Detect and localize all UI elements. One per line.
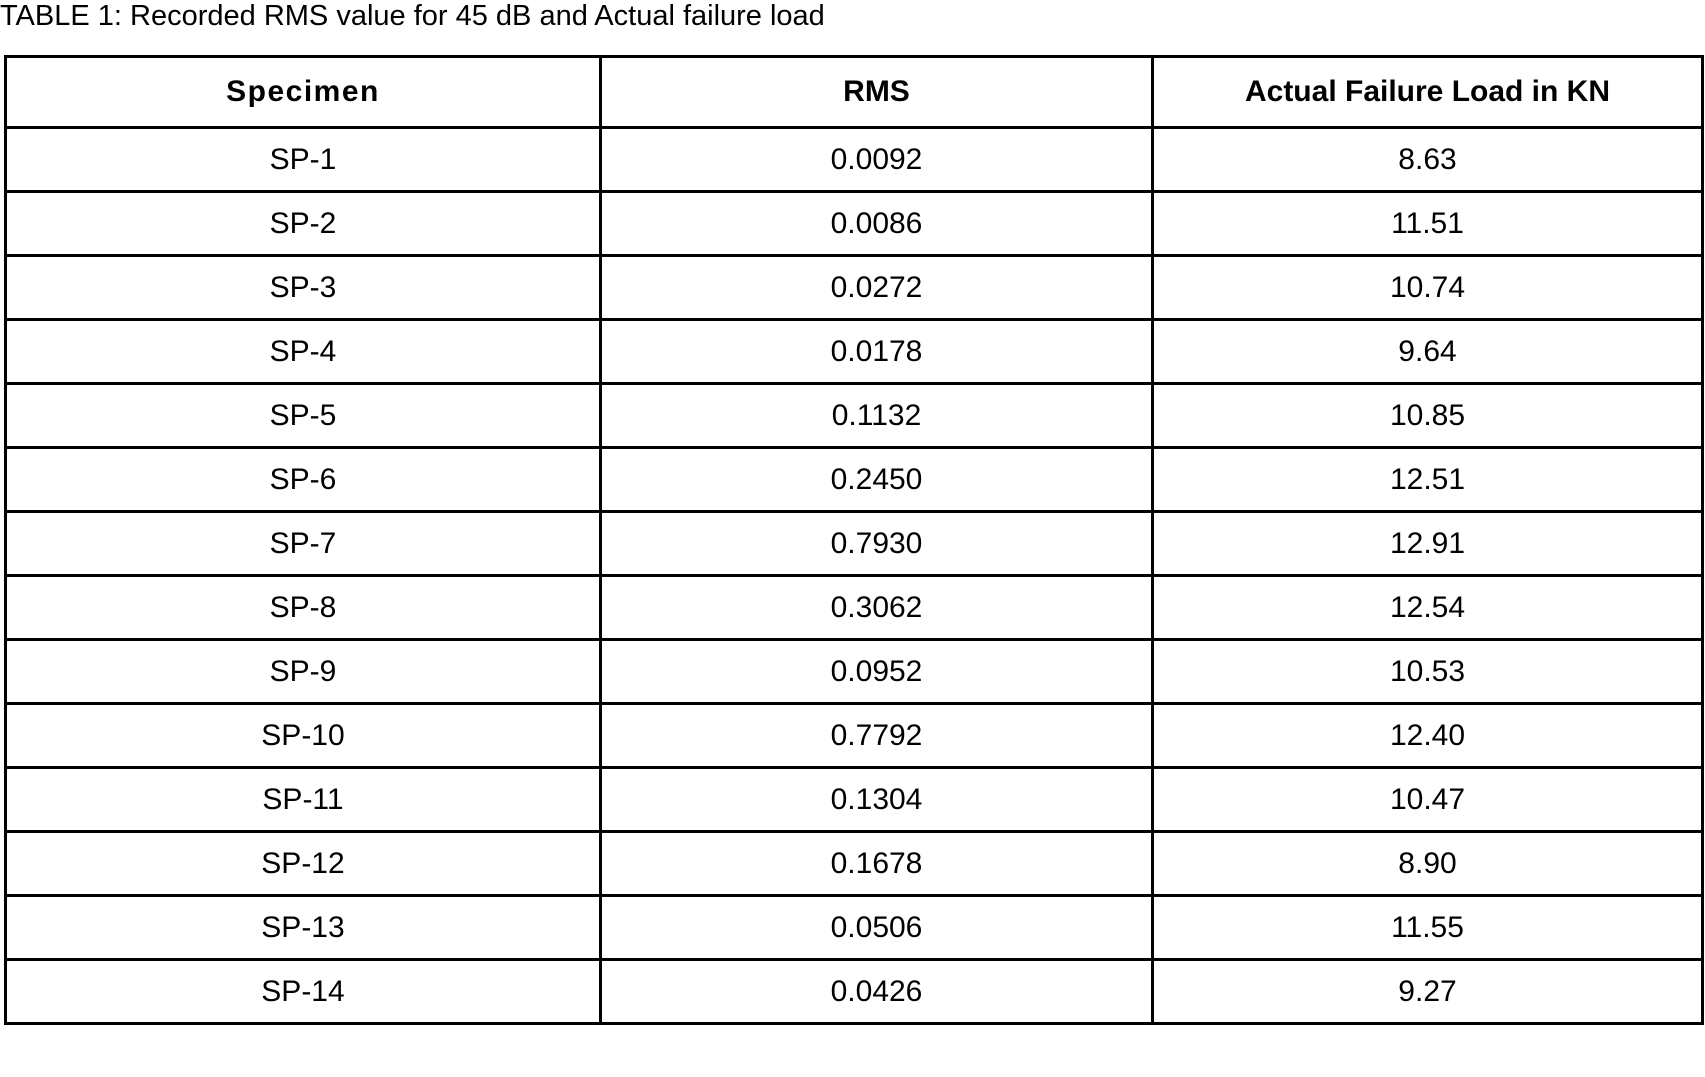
cell-rms: 0.0506 <box>601 896 1153 960</box>
cell-specimen: SP-2 <box>6 192 601 256</box>
header-rms: RMS <box>601 57 1153 128</box>
cell-failure-load: 11.51 <box>1153 192 1703 256</box>
cell-rms: 0.0092 <box>601 128 1153 192</box>
cell-rms: 0.1304 <box>601 768 1153 832</box>
cell-specimen: SP-5 <box>6 384 601 448</box>
cell-rms: 0.0272 <box>601 256 1153 320</box>
cell-rms: 0.0086 <box>601 192 1153 256</box>
table-row <box>6 128 1703 192</box>
cell-failure-load: 9.27 <box>1153 960 1703 1024</box>
cell-rms: 0.3062 <box>601 576 1153 640</box>
header-specimen: Specimen <box>6 57 601 128</box>
cell-failure-load: 8.63 <box>1153 128 1703 192</box>
table-row <box>6 640 1703 704</box>
cell-failure-load: 10.74 <box>1153 256 1703 320</box>
cell-failure-load: 12.51 <box>1153 448 1703 512</box>
table-row <box>6 896 1703 960</box>
cell-specimen: SP-8 <box>6 576 601 640</box>
table-caption: TABLE 1: Recorded RMS value for 45 dB and Actual failure load <box>0 0 825 32</box>
table-row <box>6 832 1703 896</box>
cell-rms: 0.7930 <box>601 512 1153 576</box>
results-table <box>4 55 1704 1025</box>
table-row <box>6 704 1703 768</box>
cell-failure-load: 10.53 <box>1153 640 1703 704</box>
table-header <box>6 57 1703 128</box>
table-row <box>6 448 1703 512</box>
cell-failure-load: 12.54 <box>1153 576 1703 640</box>
cell-failure-load: 11.55 <box>1153 896 1703 960</box>
cell-rms: 0.1132 <box>601 384 1153 448</box>
table-row <box>6 192 1703 256</box>
cell-failure-load: 12.91 <box>1153 512 1703 576</box>
cell-specimen: SP-11 <box>6 768 601 832</box>
cell-rms: 0.2450 <box>601 448 1153 512</box>
cell-specimen: SP-10 <box>6 704 601 768</box>
cell-specimen: SP-3 <box>6 256 601 320</box>
table-row <box>6 768 1703 832</box>
cell-failure-load: 10.85 <box>1153 384 1703 448</box>
cell-specimen: SP-12 <box>6 832 601 896</box>
table-row <box>6 960 1703 1024</box>
header-failure-load: Actual Failure Load in KN <box>1153 57 1703 128</box>
cell-specimen: SP-7 <box>6 512 601 576</box>
cell-specimen: SP-1 <box>6 128 601 192</box>
cell-specimen: SP-6 <box>6 448 601 512</box>
table-row <box>6 384 1703 448</box>
table-row <box>6 512 1703 576</box>
cell-specimen: SP-4 <box>6 320 601 384</box>
cell-specimen: SP-13 <box>6 896 601 960</box>
cell-rms: 0.0426 <box>601 960 1153 1024</box>
cell-specimen: SP-14 <box>6 960 601 1024</box>
cell-specimen: SP-9 <box>6 640 601 704</box>
cell-failure-load: 9.64 <box>1153 320 1703 384</box>
table-row <box>6 576 1703 640</box>
cell-failure-load: 8.90 <box>1153 832 1703 896</box>
table-body <box>6 128 1703 1024</box>
cell-failure-load: 12.40 <box>1153 704 1703 768</box>
header-row <box>6 57 1703 128</box>
table-row <box>6 320 1703 384</box>
table-row <box>6 256 1703 320</box>
cell-rms: 0.7792 <box>601 704 1153 768</box>
cell-rms: 0.1678 <box>601 832 1153 896</box>
cell-rms: 0.0952 <box>601 640 1153 704</box>
cell-rms: 0.0178 <box>601 320 1153 384</box>
cell-failure-load: 10.47 <box>1153 768 1703 832</box>
